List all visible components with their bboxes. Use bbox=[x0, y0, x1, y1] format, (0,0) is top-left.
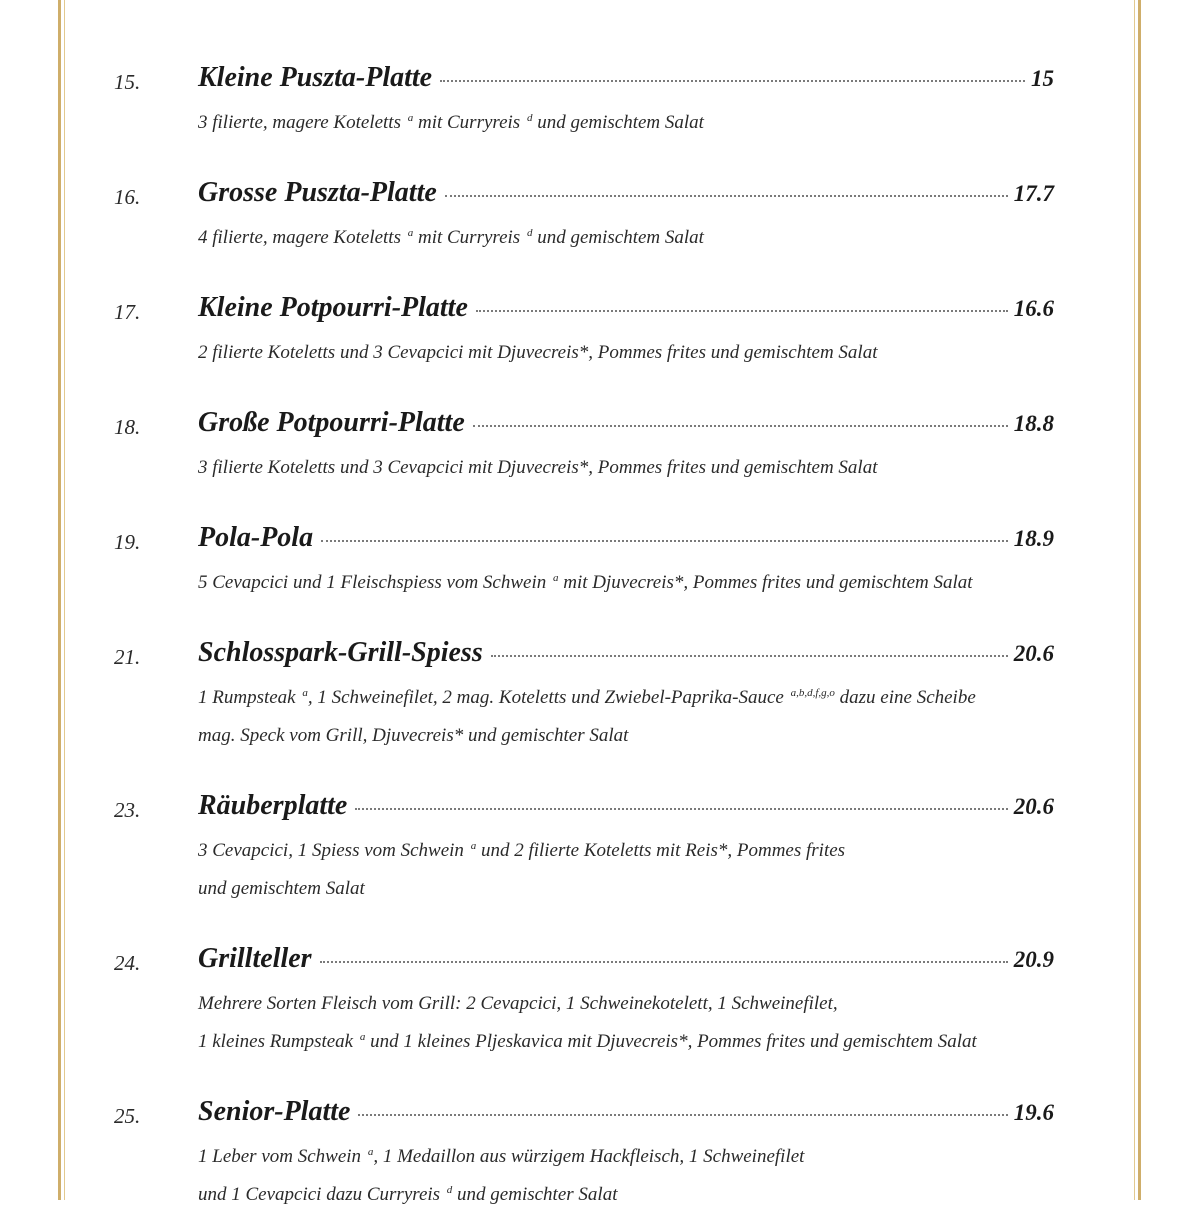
description-text: 5 Cevapcici und 1 Fleischspiess vom Schwein bbox=[198, 572, 552, 593]
description-text: und gemischter Salat bbox=[452, 1184, 618, 1205]
item-price: 18.9 bbox=[1013, 526, 1054, 551]
description-line bbox=[198, 870, 1068, 908]
item-number: 17. bbox=[114, 300, 141, 324]
allergen-note: a bbox=[359, 1030, 366, 1043]
description-text: 3 filierte, magere Koteletts bbox=[198, 112, 406, 133]
item-name: Grillteller bbox=[198, 943, 312, 974]
dot-leader bbox=[491, 654, 1008, 657]
item-name: Kleine Potpourri-Platte bbox=[198, 292, 468, 323]
item-description bbox=[198, 334, 1068, 372]
item-name: Grosse Puszta-Platte bbox=[198, 177, 437, 208]
item-description bbox=[198, 679, 1068, 755]
dot-leader bbox=[440, 79, 1025, 82]
item-name: Schlosspark-Grill-Spiess bbox=[198, 637, 483, 668]
description-text: und gemischtem Salat bbox=[532, 227, 704, 248]
item-description bbox=[198, 985, 1068, 1061]
item-name: Pola-Pola bbox=[198, 522, 314, 553]
description-text: Mehrere Sorten Fleisch vom Grill: 2 Cevapcici, 1 Schweinekotelett, 1 Schweinefilet, bbox=[198, 993, 838, 1014]
description-text: , 1 Schweinefilet, 2 mag. Koteletts und Zwiebel-Paprika-Sauce bbox=[307, 687, 789, 708]
description-line bbox=[198, 832, 1068, 870]
item-number: 16. bbox=[114, 185, 141, 209]
description-line bbox=[198, 334, 1068, 372]
description-line bbox=[198, 1023, 1068, 1061]
description-text: und 2 filierte Koteletts mit Reis*, Pommes frites bbox=[476, 840, 846, 861]
description-text: mit Curryreis bbox=[413, 112, 525, 133]
item-price: 18.8 bbox=[1013, 411, 1054, 436]
item-number: 15. bbox=[114, 70, 141, 94]
description-text: und gemischtem Salat bbox=[198, 878, 365, 899]
description-text: und gemischtem Salat bbox=[532, 112, 704, 133]
item-description bbox=[198, 832, 1068, 908]
allergen-note: d bbox=[526, 111, 533, 124]
item-name: Senior-Platte bbox=[198, 1096, 351, 1127]
item-title-row bbox=[198, 292, 1054, 328]
item-description bbox=[198, 449, 1068, 487]
dot-leader bbox=[320, 960, 1008, 963]
item-price: 20.9 bbox=[1013, 947, 1054, 972]
item-title-row bbox=[198, 62, 1054, 98]
description-text: 2 filierte Koteletts und 3 Cevapcici mit Djuvecreis*, Pommes frites und gemischtem Salat bbox=[198, 342, 878, 363]
description-line bbox=[198, 1138, 1068, 1176]
item-number: 19. bbox=[114, 530, 141, 554]
item-description bbox=[198, 564, 1068, 602]
item-price: 16.6 bbox=[1013, 296, 1054, 321]
item-title-row bbox=[198, 522, 1054, 558]
item-description bbox=[198, 219, 1068, 257]
allergen-note: a bbox=[470, 839, 477, 852]
description-text: mag. Speck vom Grill, Djuvecreis* und gemischter Salat bbox=[198, 725, 629, 746]
allergen-note: d bbox=[526, 226, 533, 239]
allergen-note: a bbox=[302, 686, 308, 699]
item-title-row bbox=[198, 637, 1054, 673]
allergen-note: a,b,d,f,g,o bbox=[790, 686, 835, 699]
allergen-note: d bbox=[446, 1183, 453, 1196]
description-text: mit Curryreis bbox=[413, 227, 525, 248]
description-line bbox=[198, 679, 1068, 717]
item-name: Kleine Puszta-Platte bbox=[198, 62, 433, 93]
description-text: mit Djuvecreis*, Pommes frites und gemischtem Salat bbox=[558, 572, 973, 593]
description-text: dazu eine Scheibe bbox=[834, 687, 976, 708]
description-text: und 1 Cevapcici dazu Curryreis bbox=[198, 1184, 445, 1205]
description-line bbox=[198, 985, 1068, 1023]
description-line bbox=[198, 564, 1068, 602]
item-name: Große Potpourri-Platte bbox=[198, 407, 465, 438]
description-text: 3 filierte Koteletts und 3 Cevapcici mit Djuvecreis*, Pommes frites und gemischtem Salat bbox=[198, 457, 878, 478]
dot-leader bbox=[355, 807, 1007, 810]
item-price: 15 bbox=[1031, 66, 1054, 91]
description-line bbox=[198, 104, 1068, 142]
description-text: , 1 Medaillon aus würzigem Hackfleisch, 1 Schweinefilet bbox=[373, 1146, 805, 1167]
description-line bbox=[198, 219, 1068, 257]
item-price: 19.6 bbox=[1013, 1100, 1054, 1125]
allergen-note: a bbox=[367, 1145, 374, 1158]
item-title-row bbox=[198, 1096, 1054, 1132]
allergen-note: a bbox=[553, 571, 559, 584]
item-number: 23. bbox=[114, 798, 141, 822]
item-number: 21. bbox=[114, 645, 141, 669]
dot-leader bbox=[473, 424, 1008, 427]
item-title-row bbox=[198, 407, 1054, 443]
item-description bbox=[198, 104, 1068, 142]
description-text: 3 Cevapcici, 1 Spiess vom Schwein bbox=[198, 840, 469, 861]
description-line bbox=[198, 449, 1068, 487]
allergen-note: a bbox=[407, 226, 414, 239]
item-price: 20.6 bbox=[1013, 641, 1054, 666]
item-title-row bbox=[198, 177, 1054, 213]
item-description bbox=[198, 1138, 1068, 1214]
dot-leader bbox=[358, 1113, 1007, 1116]
item-title-row bbox=[198, 943, 1054, 979]
item-price: 17.7 bbox=[1013, 181, 1054, 206]
dot-leader bbox=[445, 194, 1008, 197]
description-text: 1 Leber vom Schwein bbox=[198, 1146, 366, 1167]
allergen-note: a bbox=[407, 111, 414, 124]
item-number: 25. bbox=[114, 1104, 141, 1128]
description-text: 4 filierte, magere Koteletts bbox=[198, 227, 406, 248]
description-line bbox=[198, 717, 1068, 755]
item-number: 18. bbox=[114, 415, 141, 439]
description-text: 1 Rumpsteak bbox=[198, 687, 301, 708]
item-title-row bbox=[198, 790, 1054, 826]
description-text: und 1 kleines Pljeskavica mit Djuvecreis*, Pommes frites und gemischtem Salat bbox=[365, 1031, 977, 1052]
dot-leader bbox=[321, 539, 1008, 542]
description-line bbox=[198, 1176, 1068, 1214]
item-number: 24. bbox=[114, 951, 141, 975]
description-text: 1 kleines Rumpsteak bbox=[198, 1031, 358, 1052]
item-price: 20.6 bbox=[1013, 794, 1054, 819]
dot-leader bbox=[476, 309, 1008, 312]
item-name: Räuberplatte bbox=[198, 790, 348, 821]
